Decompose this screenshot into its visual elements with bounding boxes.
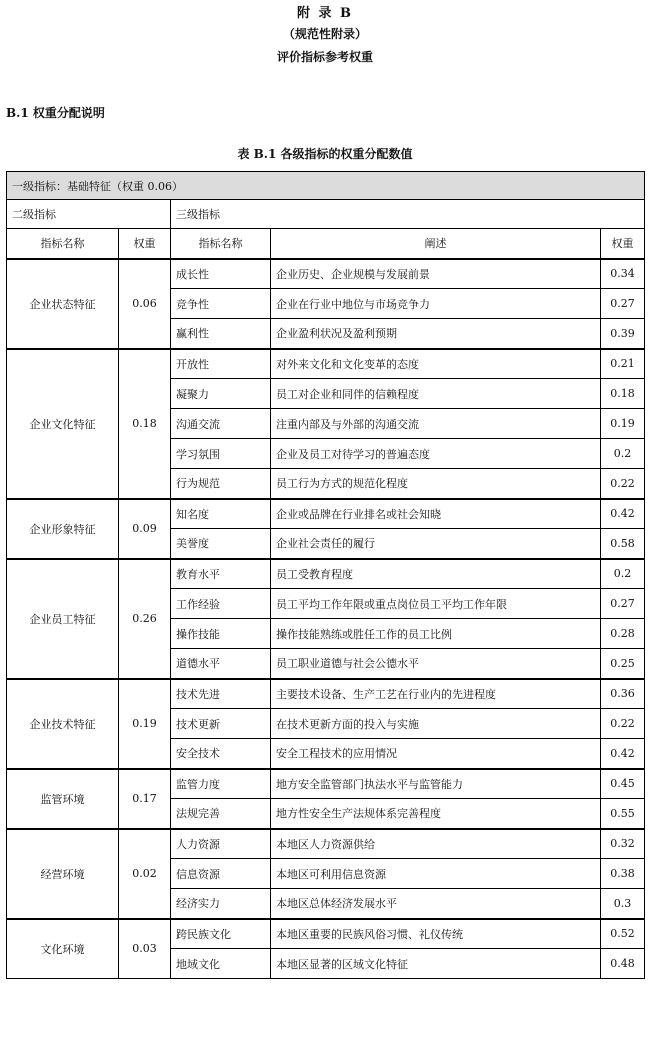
table-row <box>7 349 645 379</box>
level3-desc: 员工平均工作年限或重点岗位员工平均工作年限 <box>271 589 601 619</box>
table-row <box>7 919 645 949</box>
level3-weight: 0.21 <box>601 349 645 379</box>
level3-desc: 本地区总体经济发展水平 <box>271 889 601 919</box>
level2-weight: 0.18 <box>119 349 171 499</box>
level3-weight: 0.42 <box>601 499 645 529</box>
level3-weight: 0.22 <box>601 709 645 739</box>
level3-desc: 企业社会责任的履行 <box>271 529 601 559</box>
level3-weight: 0.28 <box>601 619 645 649</box>
level2-name: 企业技术特征 <box>7 679 119 769</box>
col-header-l3-name: 指标名称 <box>171 229 271 259</box>
level2-name: 企业形象特征 <box>7 499 119 559</box>
table-row <box>7 259 645 289</box>
level3-name: 知名度 <box>171 499 271 529</box>
level3-name: 法规完善 <box>171 799 271 829</box>
table-row <box>7 829 645 859</box>
level3-name: 学习氛围 <box>171 439 271 469</box>
level3-weight: 0.58 <box>601 529 645 559</box>
level3-name: 信息资源 <box>171 859 271 889</box>
level3-weight: 0.34 <box>601 259 645 289</box>
level2-name: 企业状态特征 <box>7 259 119 349</box>
table-row <box>7 769 645 799</box>
level3-name: 技术先进 <box>171 679 271 709</box>
level2-name: 经营环境 <box>7 829 119 919</box>
level2-weight: 0.02 <box>119 829 171 919</box>
level2-weight: 0.09 <box>119 499 171 559</box>
level2-name: 企业员工特征 <box>7 559 119 679</box>
level3-weight: 0.52 <box>601 919 645 949</box>
level3-desc: 企业盈利状况及盈利预期 <box>271 319 601 349</box>
level3-name: 经济实力 <box>171 889 271 919</box>
level3-desc: 员工行为方式的规范化程度 <box>271 469 601 499</box>
level3-name: 技术更新 <box>171 709 271 739</box>
level2-label: 二级指标 <box>7 200 171 229</box>
level3-desc: 员工受教育程度 <box>271 559 601 589</box>
level3-name: 道德水平 <box>171 649 271 679</box>
col-header-l2-name: 指标名称 <box>7 229 119 259</box>
level3-weight: 0.27 <box>601 589 645 619</box>
level3-label: 三级指标 <box>171 200 645 229</box>
level3-name: 成长性 <box>171 259 271 289</box>
level3-name: 赢利性 <box>171 319 271 349</box>
level3-name: 教育水平 <box>171 559 271 589</box>
level3-weight: 0.45 <box>601 769 645 799</box>
level3-desc: 地方性安全生产法规体系完善程度 <box>271 799 601 829</box>
section-heading: B.1 权重分配说明 <box>6 106 105 120</box>
level3-name: 安全技术 <box>171 739 271 769</box>
table-row <box>7 499 645 529</box>
level3-weight: 0.55 <box>601 799 645 829</box>
level3-name: 跨民族文化 <box>171 919 271 949</box>
level3-desc: 员工对企业和同伴的信赖程度 <box>271 379 601 409</box>
level3-name: 沟通交流 <box>171 409 271 439</box>
level2-name: 监管环境 <box>7 769 119 829</box>
level3-desc: 员工职业道德与社会公德水平 <box>271 649 601 679</box>
level3-desc: 企业在行业中地位与市场竞争力 <box>271 289 601 319</box>
level1-row <box>7 172 645 200</box>
level2-weight: 0.17 <box>119 769 171 829</box>
level2-weight: 0.03 <box>119 919 171 979</box>
level3-name: 行为规范 <box>171 469 271 499</box>
level3-weight: 0.32 <box>601 829 645 859</box>
level-labels-row <box>7 200 645 229</box>
level2-name: 文化环境 <box>7 919 119 979</box>
level3-weight: 0.2 <box>601 559 645 589</box>
col-header-l3-weight: 权重 <box>601 229 645 259</box>
level3-weight: 0.25 <box>601 649 645 679</box>
level2-name: 企业文化特征 <box>7 349 119 499</box>
level3-desc: 本地区可利用信息资源 <box>271 859 601 889</box>
level3-desc: 本地区显著的区域文化特征 <box>271 949 601 979</box>
column-header-row <box>7 229 645 259</box>
level3-weight: 0.3 <box>601 889 645 919</box>
appendix-subtitle: 评价指标参考权重 <box>276 50 373 64</box>
level3-desc: 企业或品牌在行业排名或社会知晓 <box>271 499 601 529</box>
level3-desc: 本地区人力资源供给 <box>271 829 601 859</box>
level3-name: 工作经验 <box>171 589 271 619</box>
level3-name: 凝聚力 <box>171 379 271 409</box>
table-row <box>7 559 645 589</box>
level3-name: 开放性 <box>171 349 271 379</box>
weight-table <box>6 171 645 979</box>
level3-name: 地域文化 <box>171 949 271 979</box>
level3-desc: 企业历史、企业规模与发展前景 <box>271 259 601 289</box>
col-header-l2-weight: 权重 <box>119 229 171 259</box>
level3-name: 操作技能 <box>171 619 271 649</box>
level3-weight: 0.38 <box>601 859 645 889</box>
level2-weight: 0.19 <box>119 679 171 769</box>
level3-weight: 0.39 <box>601 319 645 349</box>
appendix-type: （规范性附录） <box>282 27 367 41</box>
level3-weight: 0.42 <box>601 739 645 769</box>
level3-name: 人力资源 <box>171 829 271 859</box>
level3-desc: 操作技能熟练或胜任工作的员工比例 <box>271 619 601 649</box>
weight-table-body <box>7 172 645 979</box>
level3-desc: 在技术更新方面的投入与实施 <box>271 709 601 739</box>
level3-weight: 0.48 <box>601 949 645 979</box>
appendix-title: 附 录 B <box>296 6 354 21</box>
level3-name: 美誉度 <box>171 529 271 559</box>
level3-desc: 主要技术设备、生产工艺在行业内的先进程度 <box>271 679 601 709</box>
table-row <box>7 679 645 709</box>
level3-weight: 0.27 <box>601 289 645 319</box>
level3-name: 监管力度 <box>171 769 271 799</box>
level3-weight: 0.18 <box>601 379 645 409</box>
level2-weight: 0.26 <box>119 559 171 679</box>
level3-desc: 地方安全监管部门执法水平与监管能力 <box>271 769 601 799</box>
level3-desc: 企业及员工对待学习的普遍态度 <box>271 439 601 469</box>
level3-desc: 对外来文化和文化变革的态度 <box>271 349 601 379</box>
level3-desc: 本地区重要的民族风俗习惯、礼仪传统 <box>271 919 601 949</box>
level1-label: 一级指标：基础特征（权重 0.06） <box>7 172 645 200</box>
level3-desc: 注重内部及与外部的沟通交流 <box>271 409 601 439</box>
level3-weight: 0.36 <box>601 679 645 709</box>
level3-weight: 0.2 <box>601 439 645 469</box>
level3-weight: 0.19 <box>601 409 645 439</box>
col-header-l3-desc: 阐述 <box>271 229 601 259</box>
level3-weight: 0.22 <box>601 469 645 499</box>
level3-desc: 安全工程技术的应用情况 <box>271 739 601 769</box>
level2-weight: 0.06 <box>119 259 171 349</box>
level3-name: 竞争性 <box>171 289 271 319</box>
table-caption: 表 B.1 各级指标的权重分配数值 <box>237 147 413 161</box>
